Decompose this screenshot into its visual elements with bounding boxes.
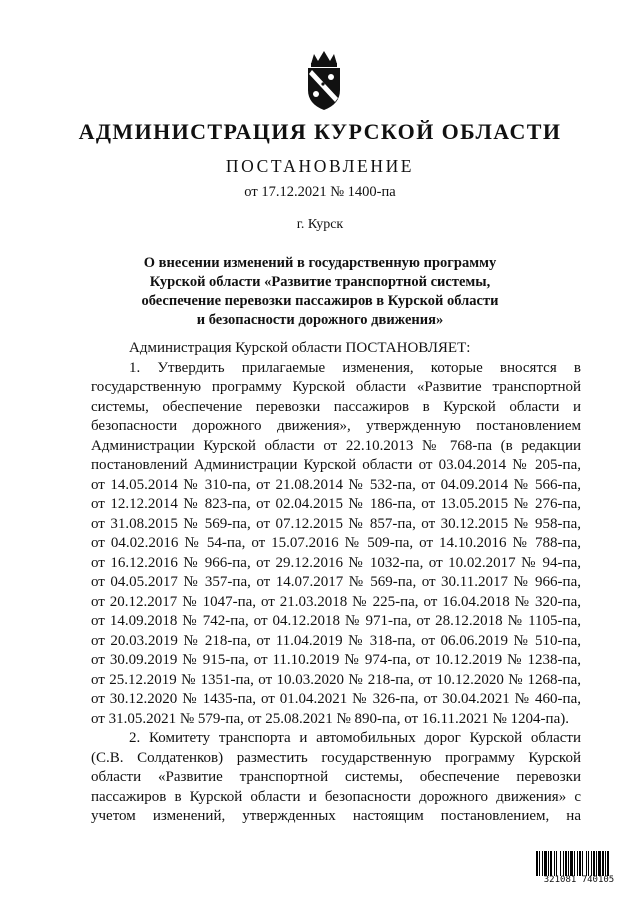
paragraph-line: постановлений Администрации Курской области от 03.04.2014 № 205-па, [91, 457, 581, 473]
paragraph-line: 2. Комитету транспорта и автомобильных дорог Курской области [129, 730, 581, 746]
administration-title: АДМИНИСТРАЦИЯ КУРСКОЙ ОБЛАСТИ [78, 119, 562, 144]
paragraph-line: от 20.12.2017 № 1047-па, от 21.03.2018 № 225-па, от 16.04.2018 № 320-па, [91, 593, 581, 610]
paragraph-line: Администрации Курской области от 22.10.2013 № 768-па (в редакции [91, 437, 581, 454]
kursk-coat-of-arms-emblem [300, 50, 348, 112]
paragraph-line: от 31.08.2015 № 569-па, от 07.12.2015 № 857-па, от 30.12.2015 № 958-па, [91, 515, 581, 532]
paragraph-line: от 04.05.2017 № 357-па, от 14.07.2017 № 569-па, от 30.11.2017 № 966-па, [91, 574, 581, 590]
barcode-bars [536, 851, 622, 876]
decree-city: г. Курск [296, 217, 344, 232]
subject-line: и безопасности дорожного движения» [196, 312, 444, 328]
decree-date-number: от 17.12.2021 № 1400-па [244, 184, 396, 200]
paragraph-line: государственную программу Курской области «Развитие транспортной [91, 379, 581, 395]
paragraph-line: от 16.12.2016 № 966-па, от 29.12.2016 № 1032-па, от 10.02.2017 № 94-па, [91, 554, 581, 571]
paragraph-line: учетом изменений, утвержденных настоящим постановлением, на [91, 808, 581, 824]
barcode-stripe [607, 851, 609, 876]
paragraph-line: от 04.02.2016 № 54-па, от 15.07.2016 № 509-па, от 14.10.2016 № 788-па, [91, 535, 581, 551]
paragraph-line: безопасности дорожного движения», утвержденную постановлением [91, 418, 581, 434]
paragraph-line: от 30.12.2020 № 1435-па, от 01.04.2021 № 326-па, от 30.04.2021 № 460-па, [91, 691, 581, 707]
paragraph-2 [91, 729, 581, 827]
paragraph-line: от 14.05.2014 № 310-па, от 21.08.2014 № 532-па, от 04.09.2014 № 566-па, [91, 476, 581, 493]
paragraph-line: области «Развитие транспортной системы, обеспечение перевозки [91, 769, 581, 785]
document-barcode [536, 851, 622, 887]
decree-type-title: ПОСТАНОВЛЕНИЕ [225, 156, 415, 176]
subject-line: О внесении изменений в государственную программу [143, 255, 497, 271]
intro-line: Администрация Курской области ПОСТАНОВЛЯЕТ: [129, 340, 471, 356]
paragraph-line: от 20.03.2019 № 218-па, от 11.04.2019 № 318-па, от 06.06.2019 № 510-па, [91, 632, 581, 649]
paragraph-line: от 12.12.2014 № 823-па, от 02.04.2015 № 186-па, от 13.05.2015 № 276-па, [91, 496, 581, 512]
paragraph-line: пассажиров в Курской области и безопасности дорожного движения» с [91, 788, 581, 805]
paragraph-line: от 30.09.2019 № 915-па, от 11.10.2019 № 974-па, от 10.12.2019 № 1238-па, [91, 652, 581, 668]
subject-line: обеспечение перевозки пассажиров в Курской области [141, 293, 499, 309]
paragraph-line: системы, обеспечение перевозки пассажиров в Курской области и [91, 398, 581, 415]
paragraph-line: 1. Утвердить прилагаемые изменения, которые вносятся в [129, 359, 581, 376]
paragraph-1 [91, 359, 581, 730]
paragraph-line: от 25.12.2019 № 1351-па, от 10.03.2020 № 218-па, от 10.12.2020 № 1268-па, [91, 671, 581, 688]
paragraph-line: от 14.09.2018 № 742-па, от 04.12.2018 № 971-па, от 28.12.2018 № 1105-па, [91, 613, 581, 629]
paragraph-line: от 31.05.2021 № 579-па, от 25.08.2021 № 890-па, от 16.11.2021 № 1204-па). [91, 710, 569, 727]
barcode-number: 321081 740105 [543, 875, 615, 885]
paragraph-line: (С.В. Солдатенков) разместить государственную программу Курской [91, 749, 581, 766]
decree-subject [100, 254, 540, 330]
decree-body [91, 339, 581, 827]
subject-line: Курской области «Развитие транспортной системы, [149, 274, 491, 290]
